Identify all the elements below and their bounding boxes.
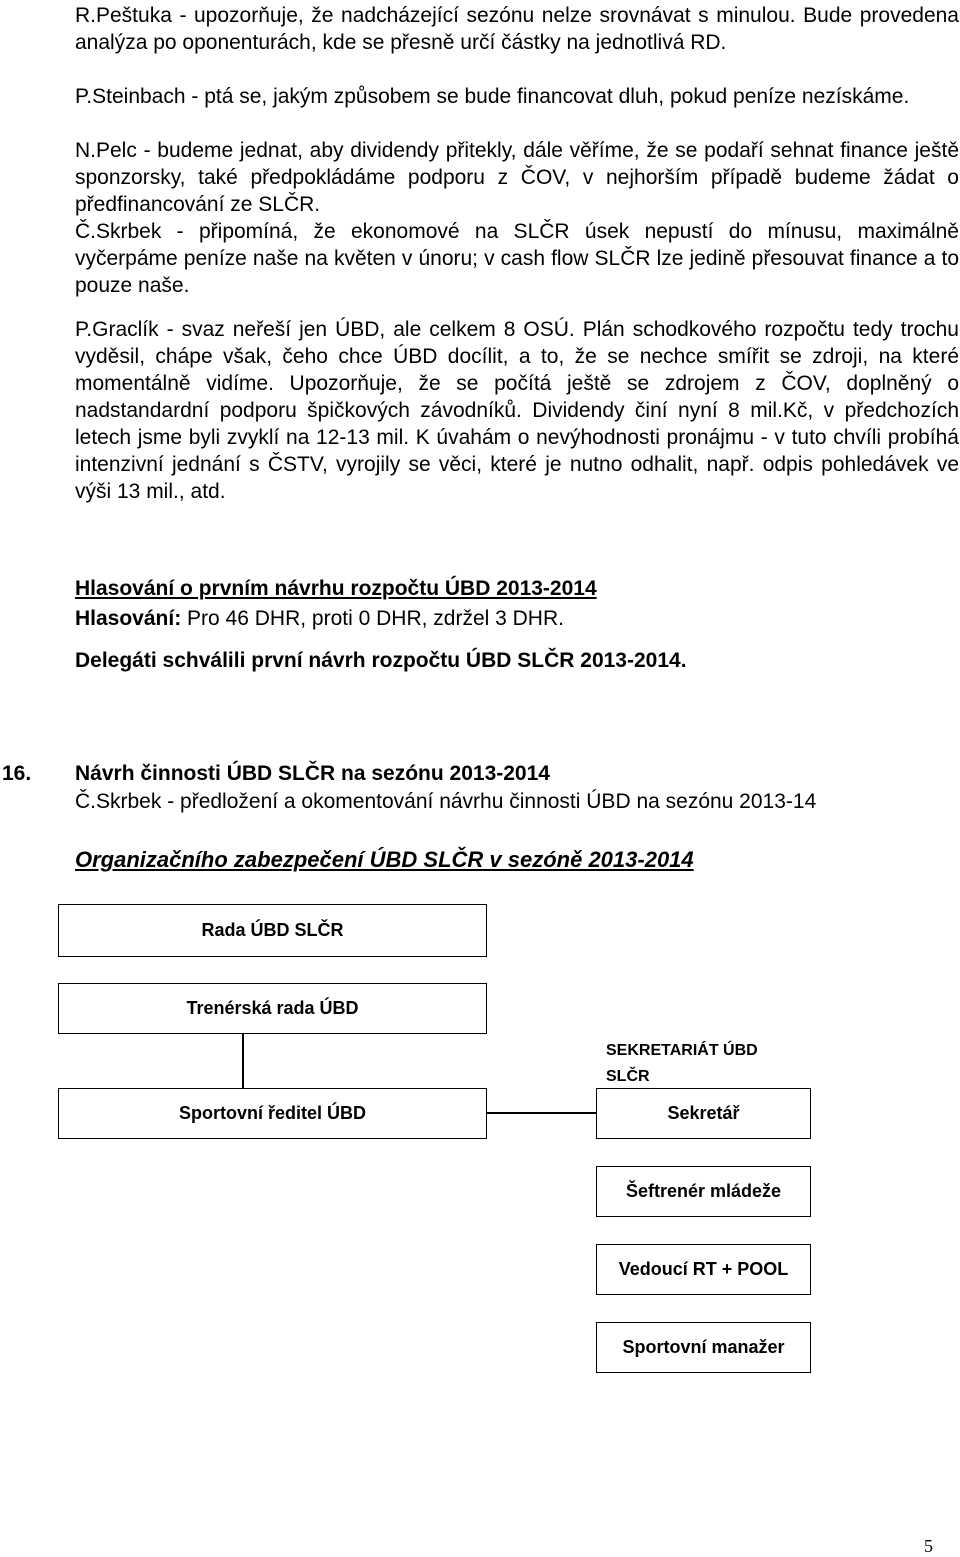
paragraph-pelc: N.Pelc - budeme jednat, aby dividendy přitekly, dále věříme, že se podaří sehnat finance ještě sponzorsky, také předpokládáme podporu z ČOV, v nejhorším případě budeme žádat o předfinancování ze SLČR. (75, 139, 959, 216)
box-rada-ubd: Rada ÚBD SLČR (58, 904, 487, 957)
secretariat-label-line1: SEKRETARIÁT ÚBD (606, 1042, 758, 1059)
section-title: Návrh činnosti ÚBD SLČR na sezónu 2013-2014 (75, 762, 550, 785)
box-vedouci-rt-pool: Vedoucí RT + POOL (596, 1244, 811, 1295)
section-text: Č.Skrbek - předložení a okomentování návrhu činnosti ÚBD na sezónu 2013-14 (75, 790, 817, 813)
box-sekretar: Sekretář (596, 1088, 811, 1139)
box-trenerska-rada: Trenérská rada ÚBD (58, 983, 487, 1034)
voting-result: Pro 46 DHR, proti 0 DHR, zdržel 3 DHR. (181, 607, 564, 630)
voting-heading: Hlasování o prvním návrhu rozpočtu ÚBD 2013-2014 (75, 577, 597, 600)
box-sportovni-reditel: Sportovní ředitel ÚBD (58, 1088, 487, 1139)
secretariat-label-line2: SLČR (606, 1068, 650, 1085)
voting-label: Hlasování: (75, 607, 182, 630)
voting-conclusion: Delegáti schválili první návrh rozpočtu ÚBD SLČR 2013-2014. (75, 649, 687, 672)
paragraph-steinbach: P.Steinbach - ptá se, jakým způsobem se bude financovat dluh, pokud peníze nezískáme. (75, 85, 910, 108)
voting-result-line (75, 605, 564, 632)
org-chart-title: Organizačního zabezpečení ÚBD SLČR v sezóně 2013-2014 (75, 847, 694, 872)
section-number: 16. (2, 762, 32, 785)
paragraph-skrbek: Č.Skrbek - připomíná, že ekonomové na SLČR úsek nepustí do mínusu, maximálně vyčerpáme peníze naše na květen v únoru; v cash flow SLČR lze jedině přesouvat finance a to pouze naše. (75, 220, 959, 297)
box-seftrener-mladeze: Šeftrenér mládeže (596, 1166, 811, 1217)
paragraph-graclik: P.Graclík - svaz neřeší jen ÚBD, ale celkem 8 OSÚ. Plán schodkového rozpočtu tedy trochu vyděsil, chápe však, čeho chce ÚBD docílit, a to, že se nechce smířit se zdroji, na které momentálně vidíme. Upozorňuje, že se počítá ještě se zdrojem z ČOV, doplněný o nadstandardní podporu špičkových závodníků. Dividendy činí nyní 8 mil.Kč, v předchozích letech jsme byli zvyklí na 12-13 mil. K úvahám o nevýhodnosti pronájmu - v tuto chvíli probíhá intenzivní jednání s ČSTV, vyrojily se věci, které je nutno odhalit, např. odpis pohledávek ve výši 13 mil., atd. (75, 318, 959, 503)
connector-trenerska-to-reditel (242, 1034, 244, 1088)
page-number: 5 (924, 1536, 933, 1556)
connector-reditel-to-sekretar (487, 1112, 596, 1114)
box-sportovni-manazer: Sportovní manažer (596, 1322, 811, 1373)
paragraph-pestuka: R.Peštuka - upozorňuje, že nadcházející sezónu nelze srovnávat s minulou. Bude provedena analýza po oponenturách, kde se přesně určí částky na jednotlivá RD. (75, 4, 959, 54)
